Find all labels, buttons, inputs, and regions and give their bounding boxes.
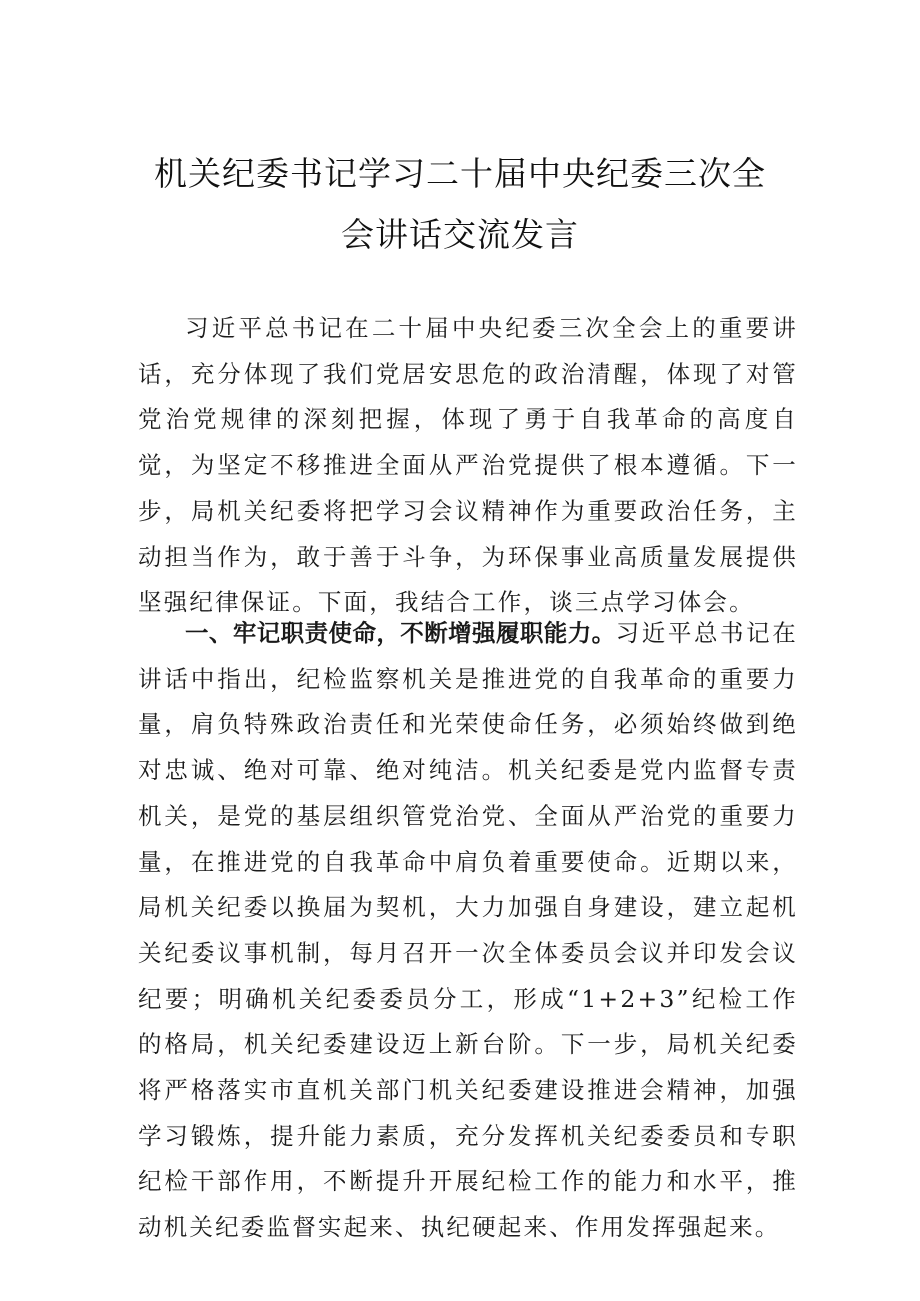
section-1-body: 习近平总书记在讲话中指出，纪检监察机关是推进党的自我革命的重要力量，肩负特殊政治责任和光荣使命任务，必须始终做到绝对忠诚、绝对可靠、绝对纯洁。机关纪委是党内监督专责机关，是党的基层组织管党治党、全面从严治党的重要力量，在推进党的自我革命中肩负着重要使命。近期以来，局机关纪委以换届为契机，大力加强自身建设，建立起机关纪委议事机制，每月召开一次全体委员会议并印发会议纪要；明确机关纪委委员分工，形成“1+2+3”纪检工作的格局，机关纪委建设迈上新台阶。下一步，局机关纪委将严格落实市直机关部门机关纪委建设推进会精神，加强学习锻炼，提升能力素质，充分发挥机关纪委委员和专职纪检干部作用，不断提升开展纪检工作的能力和水平，推动机关纪委监督实起来、执纪硬起来、作用发挥强起来。 [138, 619, 799, 1242]
document-title-line-1: 机关纪委书记学习二十届中央纪委三次全 [154, 154, 766, 193]
section-1-heading: 一、牢记职责使命，不断增强履职能力。 [185, 619, 616, 647]
section-1-paragraph [138, 611, 798, 1251]
document-title-line-2: 会讲话交流发言 [341, 215, 579, 254]
intro-paragraph: 习近平总书记在二十届中央纪委三次全会上的重要讲话，充分体现了我们党居安思危的政治清醒，体现了对管党治党规律的深刻把握，体现了勇于自我革命的高度自觉，为坚定不移推进全面从严治党提供了根本遵循。下一步，局机关纪委将把学习会议精神作为重要政治任务，主动担当作为，敢于善于斗争，为环保事业高质量发展提供坚强纪律保证。下面，我结合工作，谈三点学习体会。 [138, 314, 798, 617]
